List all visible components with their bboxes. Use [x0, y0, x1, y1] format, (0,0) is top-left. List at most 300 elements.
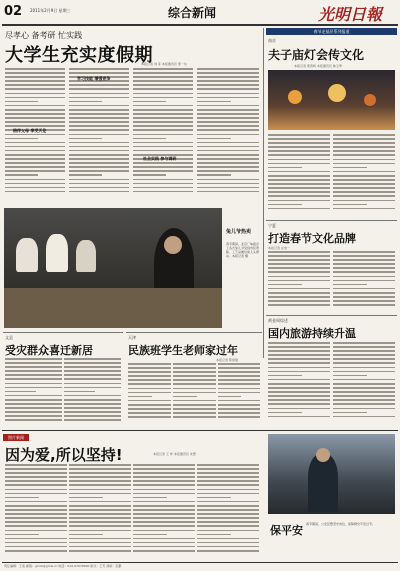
- text-line: [268, 408, 330, 410]
- text-line: [69, 484, 131, 486]
- issue-date: 2011年2月9日 星期三: [30, 8, 71, 13]
- text-line: [268, 171, 330, 173]
- text-line: [69, 183, 129, 185]
- text-line: [268, 175, 330, 177]
- text-line: [197, 534, 231, 536]
- text-line: [5, 411, 62, 413]
- text-line: [5, 509, 67, 511]
- text-line: [333, 255, 395, 257]
- text-line: [5, 407, 62, 409]
- text-line: [133, 501, 195, 503]
- lead-col-3: [133, 68, 193, 198]
- text-line: [218, 363, 260, 365]
- text-line: [128, 367, 171, 369]
- middle-center-headline: 民族班学生老师家过年: [128, 344, 238, 357]
- text-line: [268, 267, 330, 269]
- text-line: [218, 392, 260, 394]
- text-line: [197, 105, 259, 107]
- text-line: [197, 68, 259, 70]
- text-line: [333, 251, 395, 253]
- text-line: [268, 412, 302, 414]
- text-line: [64, 411, 121, 413]
- text-line: [333, 284, 367, 286]
- text-line: [5, 88, 65, 90]
- text-line: [133, 84, 193, 86]
- text-line: [197, 88, 259, 90]
- text-line: [197, 80, 259, 82]
- text-line: [69, 170, 129, 172]
- text-line: [5, 154, 65, 156]
- text-line: [69, 534, 103, 536]
- text-line: [64, 391, 95, 393]
- text-line: [333, 354, 395, 356]
- text-line: [197, 513, 259, 515]
- text-line: [133, 76, 193, 78]
- section-title: 综合新闻: [168, 6, 217, 20]
- bottom-left-story: [3, 434, 261, 560]
- text-line: [69, 489, 131, 491]
- text-line: [268, 204, 302, 206]
- text-line: [5, 538, 67, 540]
- right-mid-headline: 打造春节文化品牌: [268, 232, 356, 245]
- text-line: [268, 200, 330, 202]
- text-line: [333, 346, 395, 348]
- text-line: [133, 138, 166, 140]
- text-line: [69, 113, 129, 115]
- text-line: [133, 505, 195, 507]
- text-line: [197, 146, 259, 148]
- photo-caption: [224, 208, 262, 328]
- text-line: [333, 358, 395, 360]
- text-line: [5, 162, 65, 164]
- text-line: [128, 388, 171, 390]
- text-line: [197, 150, 259, 152]
- text-line: [197, 162, 259, 164]
- text-line: [197, 121, 259, 123]
- header-rule: [2, 24, 398, 26]
- text-line: [5, 146, 65, 148]
- text-line: [133, 179, 193, 181]
- text-line: [268, 383, 330, 385]
- text-line: [333, 259, 395, 261]
- text-line: [268, 263, 330, 265]
- text-line: [268, 354, 330, 356]
- text-line: [5, 534, 39, 536]
- text-line: [268, 362, 330, 364]
- text-line: [69, 179, 129, 181]
- text-line: [69, 129, 129, 131]
- text-line: [173, 367, 216, 369]
- text-line: [268, 403, 330, 405]
- text-line: [333, 163, 395, 165]
- text-line: [133, 101, 166, 103]
- text-line: [197, 472, 259, 474]
- text-line: [5, 362, 62, 364]
- text-line: [5, 395, 62, 397]
- text-line: [268, 142, 330, 144]
- text-line: [128, 371, 171, 373]
- text-line: [218, 375, 260, 377]
- text-line: [5, 550, 67, 552]
- text-line: [69, 72, 129, 74]
- text-line: [69, 154, 129, 156]
- text-line: [5, 174, 38, 176]
- text-line: [133, 174, 166, 176]
- right-mid-byline: 本报记者 庄电一: [268, 246, 290, 250]
- text-line: [197, 101, 231, 103]
- text-line: [333, 296, 395, 298]
- text-line: [268, 387, 330, 389]
- text-line: [64, 387, 121, 389]
- text-line: [128, 396, 152, 398]
- text-line: [133, 162, 193, 164]
- text-line: [197, 505, 259, 507]
- text-line: [5, 370, 62, 372]
- right-mid-col-2: [333, 251, 395, 309]
- right-top-place: 南京: [268, 38, 276, 43]
- text-line: [5, 387, 62, 389]
- text-line: [133, 68, 193, 70]
- text-line: [69, 472, 131, 474]
- lead-col-4: [197, 68, 259, 198]
- lead-subhead-1: 陪伴父母 享受天伦: [13, 128, 47, 133]
- middle-center-place: 天津: [128, 335, 136, 340]
- text-line: [333, 179, 395, 181]
- text-line: [333, 362, 395, 364]
- text-line: [333, 267, 395, 269]
- text-line: [268, 391, 330, 393]
- right-lower-col-1: [268, 342, 330, 422]
- text-line: [69, 542, 131, 544]
- text-line: [69, 546, 131, 548]
- text-line: [133, 468, 195, 470]
- text-line: [69, 493, 131, 495]
- text-line: [268, 208, 330, 210]
- text-line: [268, 375, 302, 377]
- text-line: [69, 530, 131, 532]
- text-line: [197, 525, 259, 527]
- text-line: [268, 276, 330, 278]
- text-line: [197, 125, 259, 127]
- text-line: [197, 179, 259, 181]
- text-line: [5, 391, 36, 393]
- text-line: [133, 187, 193, 189]
- text-line: [133, 484, 195, 486]
- text-line: [64, 419, 121, 421]
- text-line: [133, 121, 193, 123]
- text-line: [333, 288, 395, 290]
- text-line: [69, 68, 129, 70]
- text-line: [173, 371, 216, 373]
- text-line: [268, 271, 330, 273]
- text-line: [197, 138, 231, 140]
- lead-story: [3, 28, 261, 204]
- text-line: [333, 371, 395, 373]
- text-line: [218, 412, 260, 414]
- text-line: [197, 530, 259, 532]
- right-top-byline: 本报记者 郑晋鸣 本报通讯员 韩玉琴: [294, 64, 342, 68]
- text-line: [197, 542, 259, 544]
- text-line: [333, 204, 367, 206]
- text-line: [5, 105, 65, 107]
- text-line: [333, 171, 395, 173]
- text-line: [5, 170, 65, 172]
- bottom-right-story: [266, 430, 397, 560]
- text-line: [333, 408, 395, 410]
- text-line: [197, 76, 259, 78]
- text-line: [173, 388, 216, 390]
- police-photo: [268, 434, 395, 514]
- text-line: [133, 542, 195, 544]
- text-line: [173, 379, 216, 381]
- text-line: [5, 84, 65, 86]
- text-line: [173, 363, 216, 365]
- text-line: [5, 476, 67, 478]
- text-line: [268, 280, 330, 282]
- right-top-col-1: [268, 134, 330, 214]
- middle-center-col-1: [128, 363, 171, 423]
- text-line: [133, 546, 195, 548]
- middle-center-byline: 本报记者 陈建强: [216, 358, 238, 362]
- right-mid-story: [266, 220, 397, 312]
- bottom-right-caption: 春节期间，公安民警坚守岗位，保障群众平安过节。: [306, 522, 376, 526]
- text-line: [64, 370, 121, 372]
- text-line: [5, 517, 67, 519]
- text-line: [69, 158, 129, 160]
- text-line: [5, 501, 67, 503]
- bottom-right-title: 保平安: [270, 524, 303, 537]
- text-line: [5, 166, 65, 168]
- text-line: [128, 404, 171, 406]
- right-top-col-2: [333, 134, 395, 214]
- text-line: [5, 150, 65, 152]
- text-line: [197, 170, 259, 172]
- text-line: [5, 542, 67, 544]
- text-line: [333, 200, 395, 202]
- text-line: [5, 97, 65, 99]
- right-lower-bar: 黄金周综述: [268, 318, 288, 323]
- text-line: [333, 154, 395, 156]
- text-line: [133, 93, 193, 95]
- page-number: 02: [4, 4, 23, 19]
- text-line: [133, 497, 167, 499]
- text-line: [133, 525, 195, 527]
- text-line: [197, 117, 259, 119]
- text-line: [333, 138, 395, 140]
- text-line: [5, 68, 65, 70]
- text-line: [268, 346, 330, 348]
- text-line: [197, 546, 259, 548]
- text-line: [268, 179, 330, 181]
- text-line: [69, 191, 129, 193]
- text-line: [197, 174, 231, 176]
- text-line: [69, 93, 129, 95]
- text-line: [173, 408, 216, 410]
- text-line: [133, 146, 193, 148]
- bottom-left-bar: 图片新闻: [3, 434, 29, 441]
- text-line: [268, 350, 330, 352]
- text-line: [133, 534, 167, 536]
- text-line: [333, 395, 395, 397]
- text-line: [69, 142, 129, 144]
- text-line: [69, 117, 129, 119]
- text-line: [333, 342, 395, 344]
- lead-subhead-2: 学习技能 增强竞争: [77, 76, 111, 81]
- text-line: [5, 138, 38, 140]
- text-line: [268, 292, 330, 294]
- text-line: [133, 509, 195, 511]
- text-line: [268, 416, 330, 418]
- bottom-left-col-1: [5, 464, 67, 556]
- middle-left-place: 文县: [5, 335, 13, 340]
- text-line: [5, 403, 62, 405]
- text-line: [133, 489, 195, 491]
- text-line: [268, 395, 330, 397]
- text-line: [133, 72, 193, 74]
- text-line: [268, 154, 330, 156]
- text-line: [5, 374, 62, 376]
- text-line: [69, 501, 131, 503]
- text-line: [5, 113, 65, 115]
- text-line: [64, 378, 121, 380]
- text-line: [69, 174, 102, 176]
- text-line: [268, 187, 330, 189]
- text-line: [69, 505, 131, 507]
- text-line: [5, 497, 39, 499]
- text-line: [197, 187, 259, 189]
- bottom-left-byline: 本报记者 王 炸 本报通讯员 朱慧: [153, 452, 196, 456]
- text-line: [64, 415, 121, 417]
- bottom-left-col-2: [69, 464, 131, 556]
- text-line: [268, 138, 330, 140]
- text-line: [5, 513, 67, 515]
- text-line: [133, 113, 193, 115]
- text-line: [333, 191, 395, 193]
- text-line: [5, 468, 67, 470]
- text-line: [5, 109, 65, 111]
- middle-center-col-2: [173, 363, 216, 423]
- text-line: [197, 113, 259, 115]
- text-line: [69, 134, 129, 136]
- text-line: [69, 525, 131, 527]
- text-line: [197, 517, 259, 519]
- text-line: [268, 371, 330, 373]
- text-line: [197, 93, 259, 95]
- text-line: [333, 142, 395, 144]
- text-line: [333, 383, 395, 385]
- text-line: [133, 125, 193, 127]
- text-line: [333, 150, 395, 152]
- text-line: [173, 375, 216, 377]
- text-line: [218, 367, 260, 369]
- text-line: [333, 300, 395, 302]
- text-line: [133, 166, 193, 168]
- text-line: [5, 72, 65, 74]
- text-line: [5, 183, 65, 185]
- text-line: [5, 399, 62, 401]
- text-line: [333, 167, 367, 169]
- text-line: [268, 163, 330, 165]
- text-line: [268, 288, 330, 290]
- text-line: [218, 383, 260, 385]
- text-line: [197, 97, 259, 99]
- text-line: [128, 363, 171, 365]
- text-line: [173, 412, 216, 414]
- text-line: [69, 497, 103, 499]
- text-line: [268, 251, 330, 253]
- middle-left-headline: 受灾群众喜迁新居: [5, 344, 93, 357]
- text-line: [197, 489, 259, 491]
- text-line: [268, 259, 330, 261]
- text-line: [133, 493, 195, 495]
- text-line: [133, 513, 195, 515]
- right-mid-col-1: [268, 251, 330, 309]
- text-line: [69, 109, 129, 111]
- text-line: [64, 403, 121, 405]
- text-line: [197, 154, 259, 156]
- text-line: [133, 538, 195, 540]
- bottom-left-headline: 因为爱,所以坚持!: [5, 446, 123, 464]
- text-line: [133, 134, 193, 136]
- text-line: [333, 367, 395, 369]
- text-line: [218, 379, 260, 381]
- text-line: [333, 304, 395, 306]
- text-line: [128, 383, 171, 385]
- text-line: [268, 146, 330, 148]
- text-line: [5, 484, 67, 486]
- text-line: [197, 183, 259, 185]
- text-line: [5, 489, 67, 491]
- text-line: [69, 517, 131, 519]
- page-header: [0, 0, 400, 24]
- text-line: [333, 271, 395, 273]
- text-line: [133, 183, 193, 185]
- text-line: [5, 525, 67, 527]
- text-line: [268, 284, 302, 286]
- text-line: [197, 538, 259, 540]
- text-line: [69, 538, 131, 540]
- text-line: [128, 392, 171, 394]
- text-line: [333, 379, 395, 381]
- masthead-logo: 光明日報: [318, 5, 383, 24]
- text-line: [197, 142, 259, 144]
- text-line: [64, 362, 121, 364]
- text-line: [268, 191, 330, 193]
- bottom-left-col-4: [197, 464, 259, 556]
- text-line: [197, 497, 231, 499]
- rabbit-figurines-photo: [4, 208, 222, 328]
- text-line: [197, 158, 259, 160]
- text-line: [268, 367, 330, 369]
- bottom-left-col-3: [133, 464, 195, 556]
- text-line: [197, 521, 259, 523]
- lead-col-2: [69, 68, 129, 198]
- text-line: [333, 146, 395, 148]
- text-line: [69, 146, 129, 148]
- text-line: [64, 407, 121, 409]
- text-line: [69, 88, 129, 90]
- text-line: [128, 408, 171, 410]
- right-lower-story: [266, 315, 397, 425]
- text-line: [133, 150, 193, 152]
- caption-body: 春节期间，北京厂甸庙会上各式兔儿爷受到市民青睐，工艺品摊位前人头攒动。本报记者 摄: [226, 242, 260, 259]
- text-line: [5, 464, 67, 466]
- text-line: [268, 159, 330, 161]
- lead-byline: 本报记者 刘 菲 本报通讯员 邢一尔: [141, 62, 187, 66]
- text-line: [69, 121, 129, 123]
- text-line: [173, 400, 216, 402]
- text-line: [69, 97, 129, 99]
